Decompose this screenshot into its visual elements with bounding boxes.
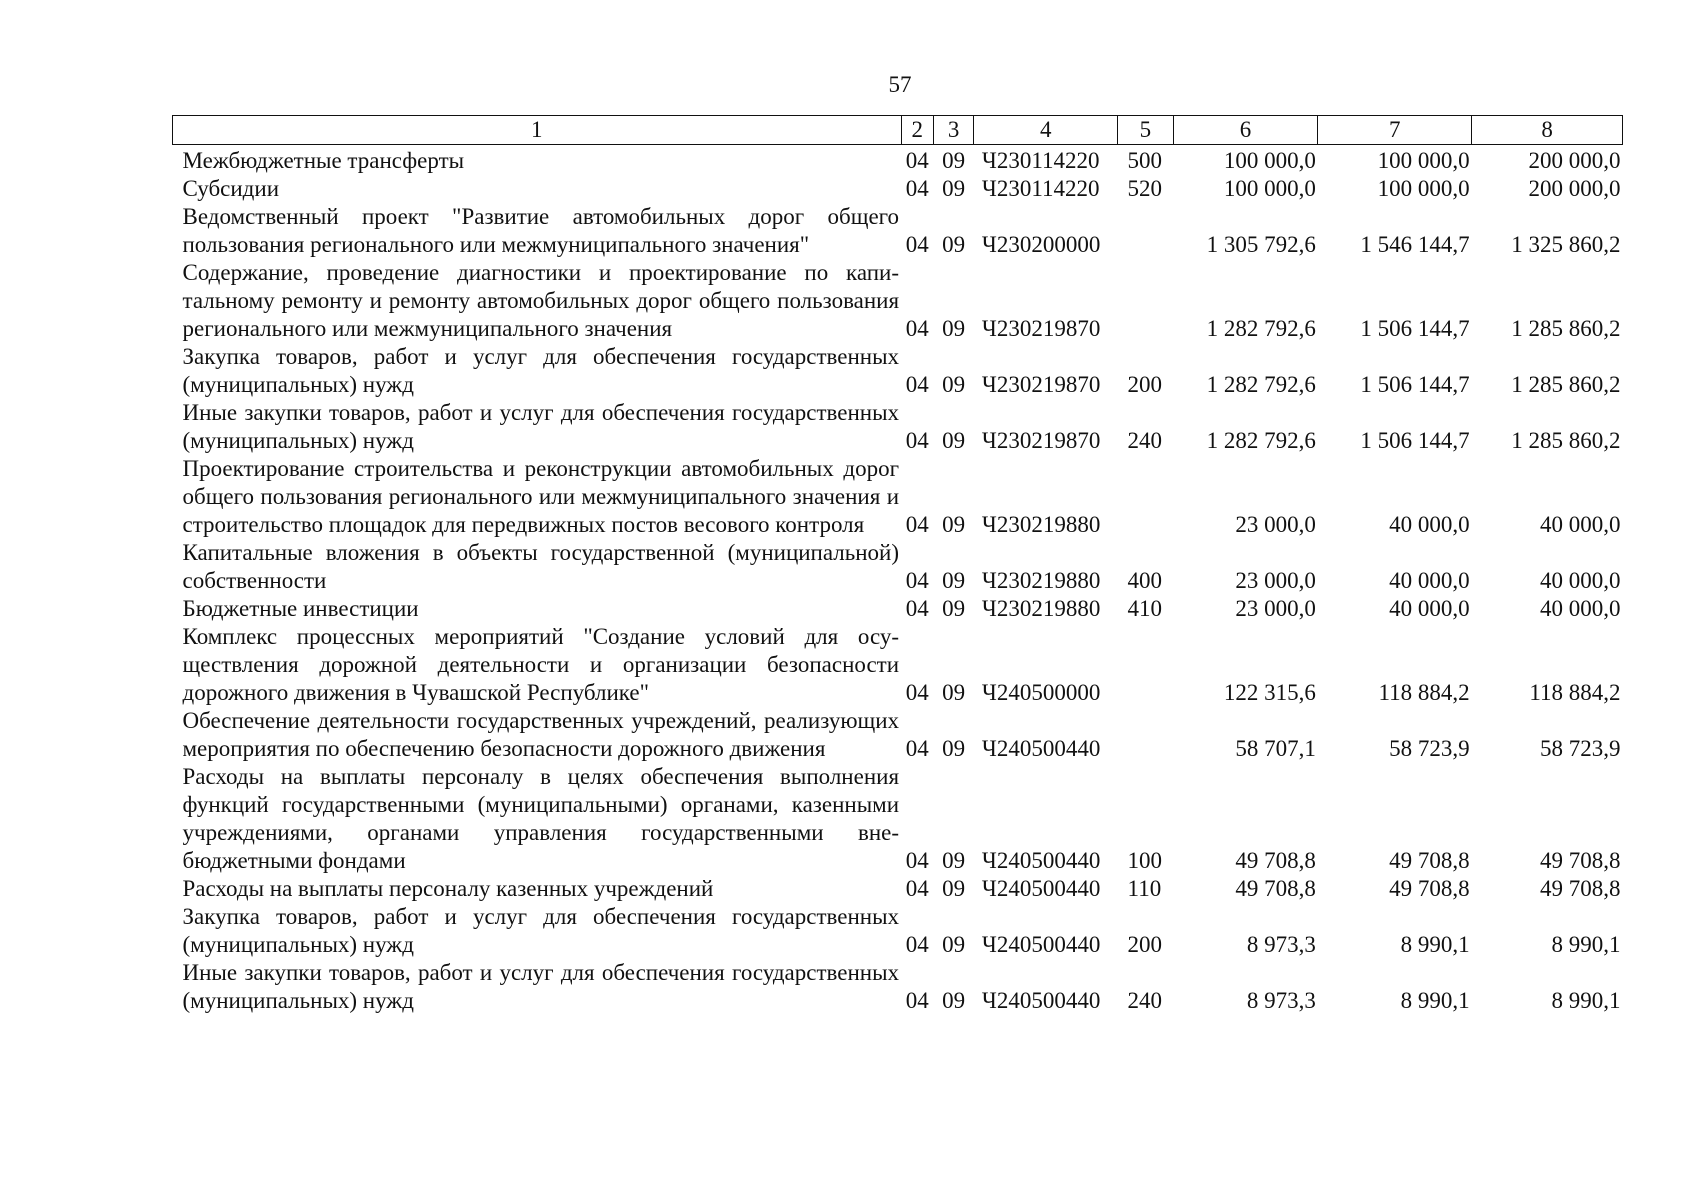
item-name-cell: Обеспечение деятельности государственных учреждений, реализующих мероприятия по обеспечению безопасности дорожного движения: [182, 708, 900, 761]
section-code-cell: 04: [905, 988, 929, 1013]
amount-year3-cell: 118 884,2: [1529, 680, 1621, 705]
section-code-cell: 04: [905, 736, 929, 761]
subsection-code-cell: 09: [942, 736, 966, 761]
amount-year2-cell: 1 546 144,7: [1360, 232, 1470, 257]
column-header: 8: [1472, 116, 1623, 145]
amount-year2-cell: 58 723,9: [1389, 736, 1470, 761]
table-body: [173, 145, 1623, 1016]
item-name-cell: Расходы на выплаты персоналу в целях обеспечения выполнения функций государственными (муниципальными) органами, казенными учреждениями, органами управления государственными внебюджетными фондами: [182, 764, 900, 873]
subsection-code-cell: 09: [942, 176, 966, 201]
section-code-cell: 04: [905, 148, 929, 173]
column-number-header: [173, 116, 1623, 145]
item-name-cell: Проектирование строительства и реконструкции автомобильных дорог общего пользования регионального или межмуниципального значения и строительство площадок для передвижных постов весового контроля: [182, 456, 900, 537]
amount-year1-cell: 49 708,8: [1235, 848, 1316, 873]
section-code-cell: 04: [905, 680, 929, 705]
table-row: [173, 455, 1623, 539]
target-article-cell: Ч240500440: [981, 932, 1101, 957]
amount-year3-cell: 200 000,0: [1528, 148, 1621, 173]
amount-year3-cell: 200 000,0: [1528, 176, 1621, 201]
amount-year2-cell: 100 000,0: [1377, 176, 1470, 201]
amount-year3-cell: 49 708,8: [1540, 848, 1621, 873]
target-article-cell: Ч230219870: [981, 316, 1101, 341]
column-header: 4: [974, 116, 1118, 145]
expense-type-cell: 240: [1127, 988, 1163, 1013]
subsection-code-cell: 09: [942, 316, 966, 341]
item-name-cell: Иные закупки товаров, работ и услуг для обеспечения государственных (муниципальных) нужд: [182, 400, 900, 453]
amount-year1-cell: 100 000,0: [1223, 148, 1316, 173]
subsection-code-cell: 09: [942, 232, 966, 257]
target-article-cell: Ч240500000: [981, 680, 1101, 705]
amount-year1-cell: 1 305 792,6: [1206, 232, 1316, 257]
section-code-cell: 04: [905, 316, 929, 341]
budget-table: [172, 115, 1623, 1015]
table-row: [173, 145, 1623, 176]
target-article-cell: Ч230219880: [981, 512, 1101, 537]
target-article-cell: Ч230114220: [981, 148, 1100, 173]
amount-year2-cell: 8 990,1: [1400, 988, 1470, 1013]
amount-year1-cell: 8 973,3: [1246, 988, 1316, 1013]
amount-year3-cell: 1 285 860,2: [1511, 316, 1621, 341]
amount-year2-cell: 40 000,0: [1389, 596, 1470, 621]
section-code-cell: 04: [905, 176, 929, 201]
page-number: 57: [888, 72, 912, 97]
section-code-cell: 04: [905, 512, 929, 537]
amount-year2-cell: 49 708,8: [1389, 876, 1470, 901]
column-header: 5: [1118, 116, 1174, 145]
target-article-cell: Ч230219880: [981, 568, 1101, 593]
expense-type-cell: [1118, 259, 1174, 343]
amount-year3-cell: 40 000,0: [1540, 512, 1621, 537]
column-header: 7: [1318, 116, 1472, 145]
expense-type-cell: [1118, 455, 1174, 539]
table-row: [173, 595, 1623, 623]
item-name-cell: Комплекс процессных мероприятий "Создание условий для осуществления дорожной деятельности и организации безопасности дорожного движения в Чувашской Республике": [182, 624, 900, 705]
section-code-cell: 04: [905, 372, 929, 397]
section-code-cell: 04: [905, 596, 929, 621]
target-article-cell: Ч240500440: [981, 876, 1101, 901]
amount-year1-cell: 1 282 792,6: [1206, 372, 1316, 397]
amount-year1-cell: 8 973,3: [1246, 932, 1316, 957]
target-article-cell: Ч230219880: [981, 596, 1101, 621]
subsection-code-cell: 09: [942, 932, 966, 957]
amount-year2-cell: 1 506 144,7: [1360, 428, 1470, 453]
item-name-cell: Закупка товаров, работ и услуг для обеспечения государственных (муниципальных) нужд: [182, 344, 900, 397]
amount-year3-cell: 8 990,1: [1551, 932, 1621, 957]
subsection-code-cell: 09: [942, 428, 966, 453]
amount-year1-cell: 49 708,8: [1235, 876, 1316, 901]
amount-year1-cell: 122 315,6: [1223, 680, 1316, 705]
item-name-cell: Капитальные вложения в объекты государственной (муниципальной) собственности: [182, 540, 900, 593]
amount-year3-cell: 1 325 860,2: [1511, 232, 1621, 257]
expense-type-cell: [1118, 623, 1174, 707]
target-article-cell: Ч240500440: [981, 988, 1101, 1013]
expense-type-cell: 200: [1127, 372, 1163, 397]
expense-type-cell: 400: [1127, 568, 1163, 593]
section-code-cell: 04: [905, 232, 929, 257]
amount-year3-cell: 1 285 860,2: [1511, 428, 1621, 453]
section-code-cell: 04: [905, 932, 929, 957]
amount-year2-cell: 40 000,0: [1389, 512, 1470, 537]
table-row: [173, 259, 1623, 343]
subsection-code-cell: 09: [942, 848, 966, 873]
item-name-cell: Содержание, проведение диагностики и проектирование по капитальному ремонту и ремонту автомобильных дорог общего пользования регионального или межмуниципального значения: [182, 260, 900, 341]
subsection-code-cell: 09: [942, 596, 966, 621]
table-row: [173, 763, 1623, 875]
section-code-cell: 04: [905, 848, 929, 873]
column-header: 2: [901, 116, 933, 145]
amount-year1-cell: 100 000,0: [1223, 176, 1316, 201]
subsection-code-cell: 09: [942, 876, 966, 901]
expense-type-cell: 520: [1127, 176, 1163, 201]
column-header: 1: [173, 116, 902, 145]
section-code-cell: 04: [905, 568, 929, 593]
subsection-code-cell: 09: [942, 512, 966, 537]
column-header: 3: [933, 116, 973, 145]
subsection-code-cell: 09: [942, 568, 966, 593]
amount-year2-cell: 40 000,0: [1389, 568, 1470, 593]
table-row: [173, 707, 1623, 763]
item-name-cell: Закупка товаров, работ и услуг для обеспечения государственных (муниципальных) нужд: [182, 904, 900, 957]
amount-year2-cell: 49 708,8: [1389, 848, 1470, 873]
expense-type-cell: [1118, 707, 1174, 763]
amount-year1-cell: 23 000,0: [1235, 512, 1316, 537]
subsection-code-cell: 09: [942, 680, 966, 705]
amount-year3-cell: 40 000,0: [1540, 568, 1621, 593]
table-row: [173, 399, 1623, 455]
amount-year1-cell: 23 000,0: [1235, 596, 1316, 621]
amount-year3-cell: 49 708,8: [1540, 876, 1621, 901]
target-article-cell: Ч230219870: [981, 372, 1101, 397]
expense-type-cell: 240: [1127, 428, 1163, 453]
subsection-code-cell: 09: [942, 148, 966, 173]
amount-year3-cell: 1 285 860,2: [1511, 372, 1621, 397]
amount-year2-cell: 1 506 144,7: [1360, 316, 1470, 341]
table-row: [173, 175, 1623, 203]
amount-year1-cell: 23 000,0: [1235, 568, 1316, 593]
target-article-cell: Ч230200000: [981, 232, 1101, 257]
expense-type-cell: 100: [1127, 848, 1163, 873]
amount-year2-cell: 100 000,0: [1377, 148, 1470, 173]
amount-year2-cell: 118 884,2: [1378, 680, 1470, 705]
expense-type-cell: 500: [1127, 148, 1163, 173]
amount-year3-cell: 58 723,9: [1540, 736, 1621, 761]
amount-year2-cell: 8 990,1: [1400, 932, 1470, 957]
table-row: [173, 623, 1623, 707]
table-row: [173, 343, 1623, 399]
target-article-cell: Ч240500440: [981, 848, 1101, 873]
section-code-cell: 04: [905, 428, 929, 453]
amount-year1-cell: 1 282 792,6: [1206, 316, 1316, 341]
table-row: [173, 959, 1623, 1015]
table-row: [173, 539, 1623, 595]
amount-year3-cell: 40 000,0: [1540, 596, 1621, 621]
subsection-code-cell: 09: [942, 988, 966, 1013]
target-article-cell: Ч240500440: [981, 736, 1101, 761]
target-article-cell: Ч230114220: [981, 176, 1100, 201]
subsection-code-cell: 09: [942, 372, 966, 397]
item-name-cell: Межбюджетные трансферты: [182, 148, 465, 173]
item-name-cell: Ведомственный проект "Развитие автомобильных дорог общего пользования регионального или межмуниципального значения": [182, 204, 900, 257]
section-code-cell: 04: [905, 876, 929, 901]
item-name-cell: Расходы на выплаты персоналу казенных учреждений: [182, 876, 714, 901]
table-row: [173, 203, 1623, 259]
amount-year2-cell: 1 506 144,7: [1360, 372, 1470, 397]
item-name-cell: Субсидии: [182, 176, 280, 201]
table-row: [173, 903, 1623, 959]
expense-type-cell: [1118, 203, 1174, 259]
target-article-cell: Ч230219870: [981, 428, 1101, 453]
item-name-cell: Иные закупки товаров, работ и услуг для обеспечения государственных (муниципальных) нужд: [182, 960, 900, 1013]
table-row: [173, 875, 1623, 903]
amount-year1-cell: 58 707,1: [1235, 736, 1316, 761]
amount-year1-cell: 1 282 792,6: [1206, 428, 1316, 453]
amount-year3-cell: 8 990,1: [1551, 988, 1621, 1013]
expense-type-cell: 410: [1127, 596, 1163, 621]
expense-type-cell: 200: [1127, 932, 1163, 957]
column-header: 6: [1173, 116, 1318, 145]
item-name-cell: Бюджетные инвестиции: [182, 596, 419, 621]
expense-type-cell: 110: [1127, 876, 1162, 901]
